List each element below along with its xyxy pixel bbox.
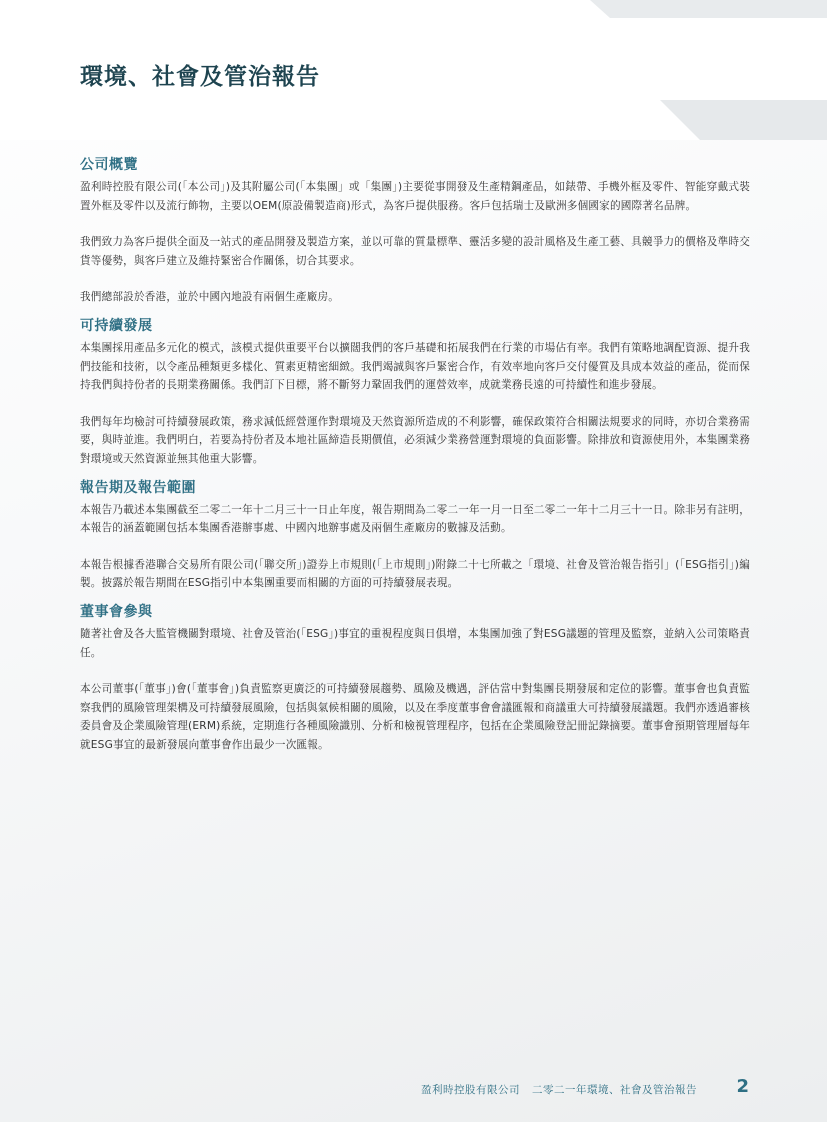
page-title: 環境、社會及管治報告: [80, 63, 320, 90]
section-heading: 公司概覽: [80, 157, 138, 173]
main-content: [80, 155, 750, 763]
paragraph: 本公司董事(「董事」)會(「董事會」)負責監察更廣泛的可持續發展趨勢、風險及機遇，評估當中對集團長期發展和定位的影響。董事會也負責監察我們的風險管理架構及可持續發展風險，包括與氣候相關的風險，以及在季度董事會會議匯報和商議重大可持續發展議題。我們亦透過審核委員會及企業風險管理(ERM)系統，定期進行各種風險識別、分析和檢視管理程序，包括在企業風險登記冊記錄摘要。董事會預期管理層每年就ESG事宜的最新發展向董事會作出最少一次匯報。: [80, 683, 750, 751]
section-heading: 董事會參與: [80, 603, 153, 620]
section-reporting-period: [80, 478, 750, 593]
paragraph: 我們總部設於香港，並於中國內地設有兩個生產廠房。: [80, 291, 340, 304]
paragraph: 盈利時控股有限公司(「本公司」)及其附屬公司(「本集團」或「集團」)主要從事開發及生產精鋼產品，如錶帶、手機外框及零件、智能穿戴式裝置外框及零件以及流行飾物，主要以OEM(原設備製造商)形式，為客戶提供服務。客戶包括瑞士及歐洲多個國家的國際著名品牌。: [80, 181, 750, 212]
paragraph: 我們致力為客戶提供全面及一站式的產品開發及製造方案，並以可靠的質量標準、靈活多變的設計風格及生產工藝、具競爭力的價格及準時交貨等優勢，與客戶建立及維持緊密合作關係，切合其要求。: [80, 236, 750, 267]
paragraph: 隨著社會及各大監管機關對環境、社會及管治(「ESG」)事宜的重視程度與日俱增，本集團加強了對ESG議題的管理及監察，並納入公司策略責任。: [80, 627, 750, 659]
footer-company: 盈利時控股有限公司: [421, 1084, 520, 1096]
paragraph: 本報告乃載述本集團截至二零二一年十二月三十一日止年度，報告期間為二零二一年一月一日至二零二一年十二月三十一日。除非另有註明，本報告的涵蓋範圍包括本集團香港辦事處、中國內地辦事處及兩個生產廠房的數據及活動。: [80, 503, 750, 535]
section-heading: 可持續發展: [80, 317, 153, 334]
header-band: [0, 0, 827, 140]
section-company-overview: [80, 155, 750, 307]
page-footer: [0, 1076, 827, 1100]
section-heading: 報告期及報告範圍: [80, 479, 196, 496]
section-sustainability: [80, 316, 750, 469]
page-number: 2: [736, 1076, 749, 1097]
paragraph: 我們每年均檢討可持續發展政策，務求減低經營運作對環境及天然資源所造成的不利影響，確保政策符合相關法規要求的同時，亦切合業務需要，與時並進。我們明白，若要為持份者及本地社區締造長期價值，必須減少業務營運對環境的負面影響。除排放和資源使用外，本集團業務對環境或天然資源並無其他重大影響。: [80, 415, 750, 465]
footer-text: [421, 1082, 697, 1097]
section-board-involvement: [80, 602, 750, 755]
footer-report-title: 二零二一年環境、社會及管治報告: [532, 1084, 697, 1096]
paragraph: 本報告根據香港聯合交易所有限公司(「聯交所」)證券上市規則(「上市規則」)附錄二十七所載之「環境、社會及管治報告指引」(「ESG指引」)編製。披露於報告期間在ESG指引中本集團重要而相關的方面的可持續發展表現。: [80, 558, 750, 590]
paragraph: 本集團採用產品多元化的模式，該模式提供重要平台以擴闊我們的客戶基礎和拓展我們在行業的市場佔有率。我們有策略地調配資源、提升我們技能和技術，以令產品種類更多樣化、質素更精密細緻。我們竭誠與客戶緊密合作，有效率地向客戶交付優質及具成本效益的產品，從而保持我們與持份者的長期業務關係。我們訂下目標，將不斷努力鞏固我們的運營效率，成就業務長遠的可持續性和進步發展。: [80, 341, 750, 392]
